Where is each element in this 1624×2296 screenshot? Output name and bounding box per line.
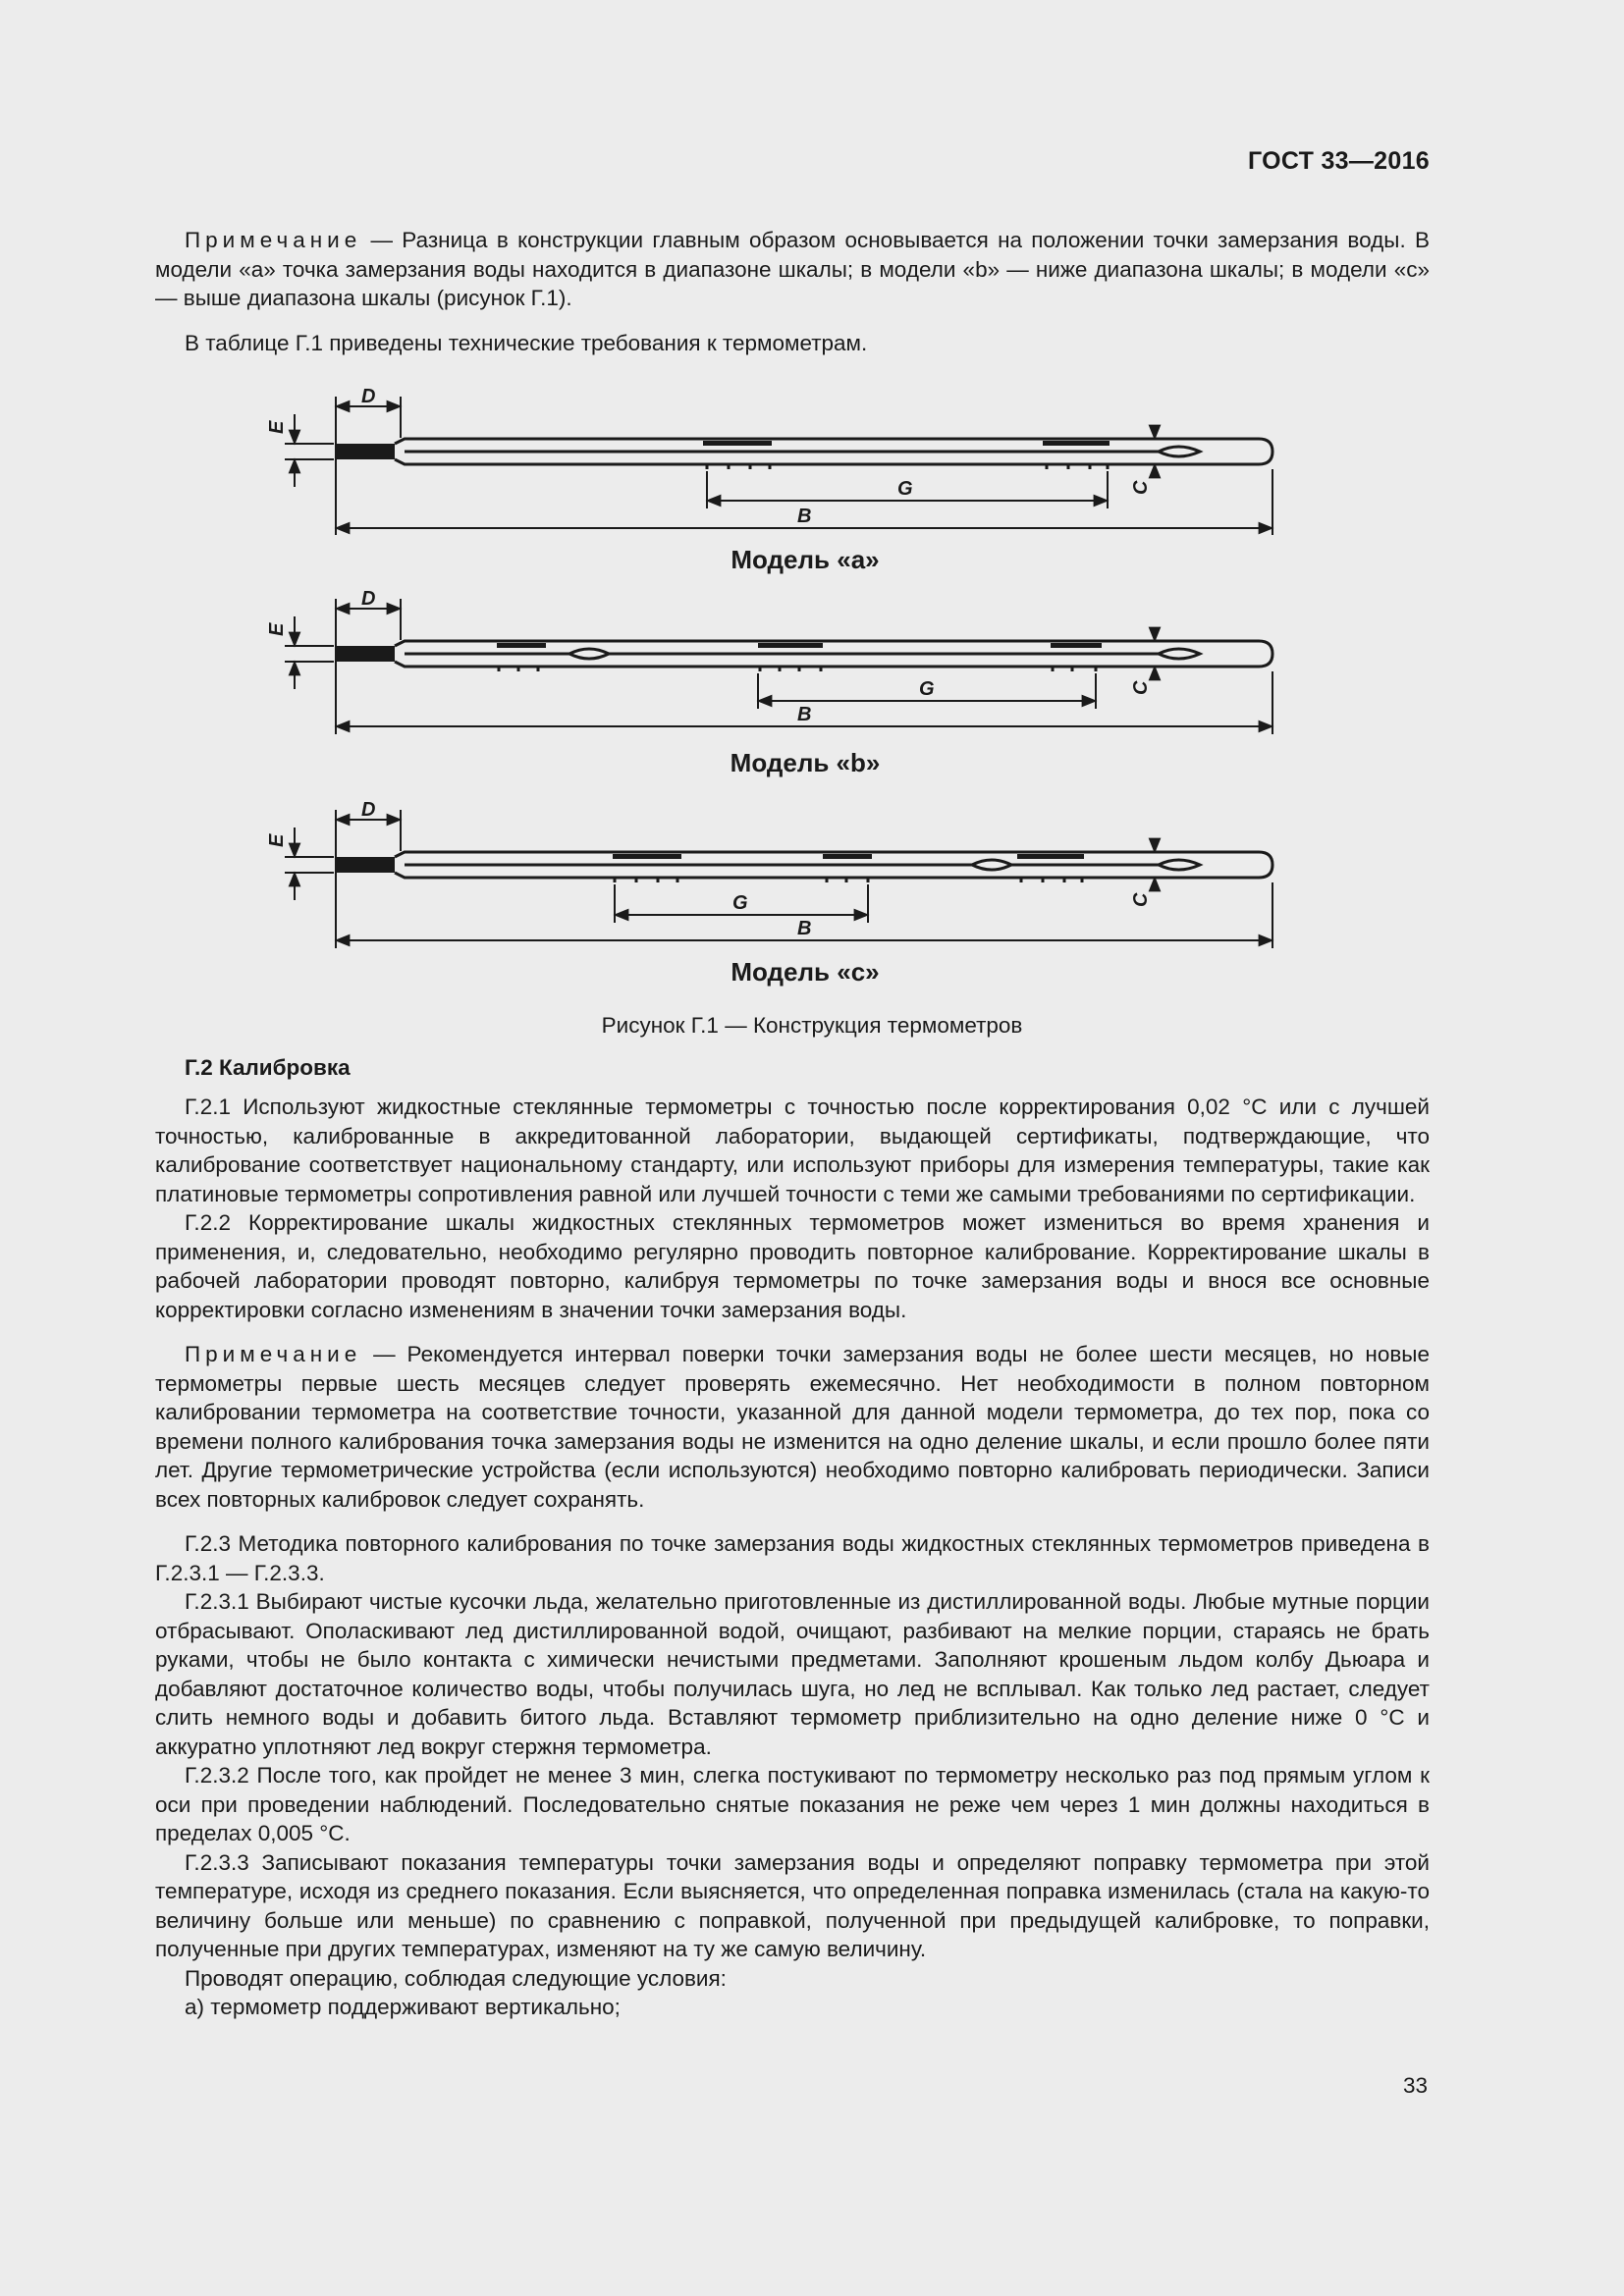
dim-C-c: C — [1130, 892, 1152, 907]
thermometer-figure — [0, 0, 1624, 982]
paragraph-g23: Г.2.3 Методика повторного калибрования по точке замерзания воды жидкостных стеклянных термометров приведена в Г.2.3.1 — Г.2.3.3. — [155, 1531, 1430, 1585]
paragraph-conditions: Проводят операцию, соблюдая следующие условия: — [185, 1965, 727, 1991]
body-text — [155, 1093, 1430, 2022]
dim-B-b: B — [797, 704, 812, 725]
intro-text: В таблице Г.1 приведены технические требования к термометрам. — [185, 330, 868, 355]
standard-header: ГОСТ 33—2016 — [1248, 147, 1430, 175]
dim-G-b: G — [919, 678, 935, 700]
model-a-drawing — [285, 397, 1272, 535]
dim-E-c: E — [266, 833, 288, 847]
model-a-label: Модель «a» — [731, 545, 880, 574]
dim-G-a: G — [897, 478, 913, 500]
paragraph-g21: Г.2.1 Используют жидкостные стеклянные термометры с точностью после корректирования 0,02 °С или с лучшей точностью, калиброванные в аккредитованной лаборатории, выдающей сертификаты, подтверждающие, что калибрование соответствует национальному стандарту, или используют приборы для измерения температуры, такие как платиновые термометры сопротивления равной или лучшей точности с теми же самыми требованиями по сертификации. — [155, 1095, 1430, 1206]
dim-B-c: B — [797, 918, 812, 939]
note-2-label: Примечание — [185, 1342, 362, 1366]
dim-D-a: D — [361, 386, 376, 407]
page-number: 33 — [1402, 2073, 1428, 2098]
model-c-label: Модель «c» — [731, 957, 880, 987]
model-b-label: Модель «b» — [730, 748, 881, 777]
note-2 — [155, 1340, 1430, 1514]
note-1-text: — Разница в конструкции главным образом основывается на положении точки замерзания воды. В модели «a» точка замерзания воды находится в диапазоне шкалы; в модели «b» — ниже диапазона шкалы; в модели «c» — выше диапазона шкалы (рисунок Г.1). — [155, 228, 1430, 310]
dim-C-b: C — [1130, 680, 1152, 695]
dim-G-c: G — [732, 892, 748, 914]
dim-D-b: D — [361, 588, 376, 610]
paragraph-condition-a: а) термометр поддерживают вертикально; — [185, 1995, 621, 2019]
model-b-drawing — [285, 599, 1272, 734]
figure-caption: Рисунок Г.1 — Конструкция термометров — [601, 1013, 1023, 1038]
dim-E-a: E — [266, 420, 288, 434]
paragraph-g22: Г.2.2 Корректирование шкалы жидкостных стеклянных термометров может измениться во время хранения и применения, и, следовательно, необходимо регулярно проводить повторное калибрование. Корректирование шкалы в рабочей лаборатории проводят повторно, калибруя термометры по точке замерзания воды и внося все основные корректировки согласно изменениям в значении точки замерзания воды. — [155, 1210, 1430, 1322]
note-1-label: Примечание — [185, 228, 362, 252]
paragraph-g231: Г.2.3.1 Выбирают чистые кусочки льда, желательно приготовленные из дистиллированной воды. Любые мутные порции отбрасывают. Ополаскивают лед дистиллированной водой, очищают, разбивают на мелкие порции, стараясь не брать руками, чтобы не было контакта с химически нечистыми предметами. Заполняют крошеным льдом колбу Дьюара и добавляют достаточное количество воды, чтобы получилась шуга, но лед не всплывал. Как только лед растает, следует слить немного воды и добавить битого льда. Вставляют термометр приблизительно на одно деление ниже 0 °С и аккуратно уплотняют лед вокруг стержня термометра. — [155, 1589, 1430, 1759]
dim-C-a: C — [1130, 480, 1152, 495]
section-title: Г.2 Калибровка — [185, 1055, 351, 1080]
model-c-drawing — [285, 810, 1272, 948]
dim-D-c: D — [361, 799, 376, 821]
dim-B-a: B — [797, 506, 812, 527]
note-2-text: — Рекомендуется интервал поверки точки замерзания воды не более шести месяцев, но новые термометры первые шесть месяцев следует проверять ежемесячно. Нет необходимости в полном повторном калибровании термометра на соответствие точности, указанной для данной модели термометра, до тех пор, пока со времени полного калибрования точка замерзания воды не изменится на одно деление шкалы, и если прошло более пяти лет. Другие термометрические устройства (если используются) необходимо повторно калибровать периодически. Записи всех повторных калибровок следует сохранять. — [155, 1342, 1430, 1512]
paragraph-g232: Г.2.3.2 После того, как пройдет не менее 3 мин, слегка постукивают по термометру несколько раз под прямым углом к оси при проведении наблюдений. Последовательно снятые показания не реже чем через 1 мин должны находиться в пределах 0,005 °С. — [155, 1763, 1430, 1845]
dim-E-b: E — [266, 622, 288, 636]
paragraph-g233: Г.2.3.3 Записывают показания температуры точки замерзания воды и определяют поправку термометра при этой температуре, исходя из среднего показания. Если выясняется, что определенная поправка изменилась (стала на какую-то величину больше или меньше) по сравнению с поправкой, полученной при предыдущей калибровке, то поправки, полученные при других температурах, изменяют на ту же самую величину. — [155, 1849, 1430, 1961]
